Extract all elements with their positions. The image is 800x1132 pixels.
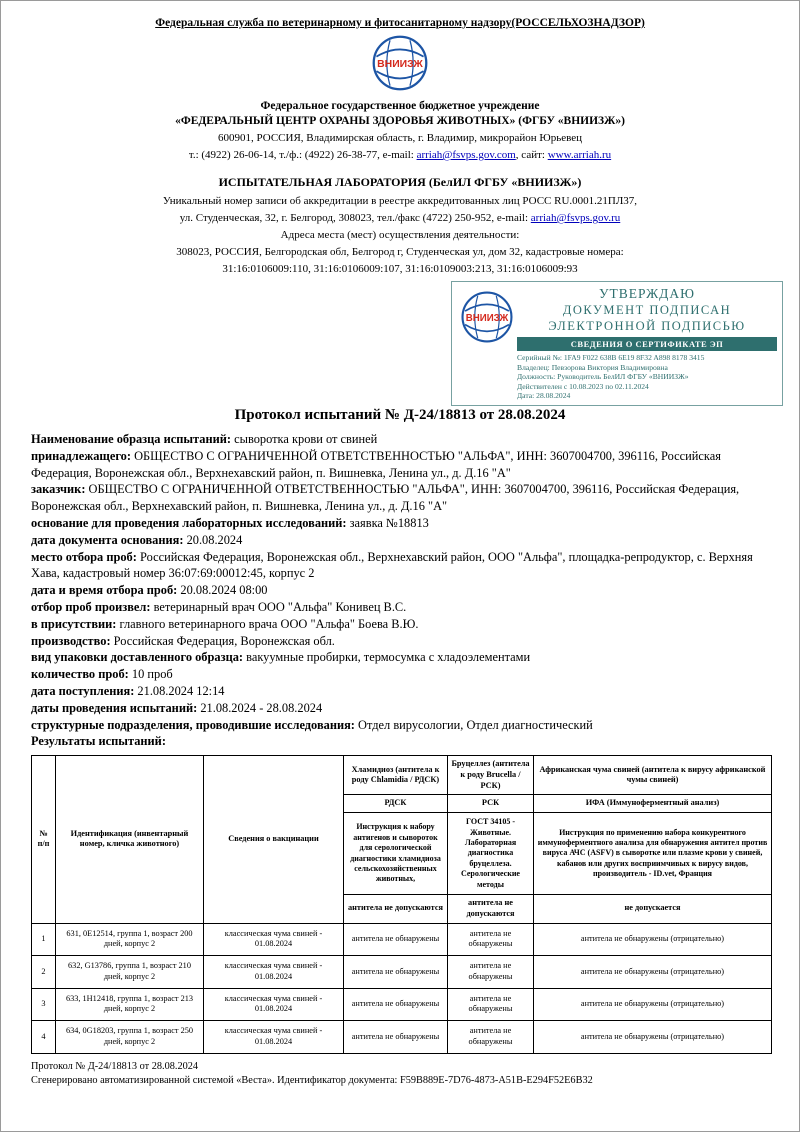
detail-line (31, 431, 769, 448)
detail-value: ветеринарный врач ООО "Альфа" Конивец В.С. (150, 599, 407, 614)
stamp-valid: Действителен с 10.08.2023 по 02.11.2024 (517, 381, 649, 391)
org-address: 600901, РОССИЯ, Владимирская область, г. Владимир, микрорайон Юрьевец (218, 132, 582, 144)
org-email-link[interactable]: arriah@fsvps.gov.com (416, 149, 516, 161)
detail-line (31, 666, 769, 683)
detail-value: 20.08.2024 (183, 532, 243, 547)
test-norm-cell: антитела не допускаются (448, 895, 534, 924)
row-result-cell: антитела не обнаружены (344, 1021, 448, 1054)
table-row (32, 1021, 772, 1054)
test-reference-cell: Инструкция по применению набора конкурентного иммуноферментного анализа для обнаружения антител против вируса АЧС (ASFV) в сыворотке или плазме крови у свиней, кабанов или других восприимчивых к вирусу видов, производитель - ID.vet, Франция (534, 813, 772, 895)
detail-label: отбор проб произвел: (31, 599, 151, 614)
table-row (32, 923, 772, 956)
detail-label: место отбора проб: (31, 549, 137, 564)
stamp-date: Дата: 28.08.2024 (517, 391, 571, 401)
detail-line (31, 481, 769, 515)
detail-label: основание для проведения лабораторных исследований: (31, 515, 347, 530)
detail-label: Наименование образца испытаний: (31, 432, 232, 446)
detail-line (31, 700, 769, 717)
lab-places-label: Адреса места (мест) осуществления деятельности: (280, 229, 520, 241)
lab-places-line2: 31:16:0106009:110, 31:16:0106009:107, 31:16:0109003:213, 31:16:0106009:93 (222, 263, 578, 275)
row-vaccination-cell: классическая чума свиней - 01.08.2024 (204, 1021, 344, 1054)
detail-label: дата и время отбора проб: (31, 583, 178, 598)
detail-value: сыворотка крови от свиней (231, 432, 378, 446)
test-norm-cell: антитела не допускаются (344, 895, 448, 924)
detail-value: главного ветеринарного врача ООО "Альфа" Боева В.Ю. (116, 616, 419, 631)
lab-address-text: ул. Студенческая, 32, г. Белгород, 308023, тел./факс (4722) 250-952, e-mail: (179, 212, 531, 224)
agency-title: Федеральная служба по ветеринарному и фитосанитарному надзору(РОССЕЛЬХОЗНАДЗОР) (155, 17, 645, 29)
row-result-cell: антитела не обнаружены (отрицательно) (534, 956, 772, 989)
test-method-header: ИФА (Иммуноферментный анализ) (534, 795, 772, 813)
col-header-identification: Идентификация (инвентарный номер, кличка животного) (56, 756, 204, 923)
detail-value: ОБЩЕСТВО С ОГРАНИЧЕННОЙ ОТВЕТСТВЕННОСТЬЮ "АЛЬФА", ИНН: 3607004700, 396116, Российская Федерация, Воронежская обл., Верхнехавский район, п. Вишневка, Ленина ул., д. Д.16 "А" (31, 482, 740, 514)
stamp-position: Должность: Руководитель БелИЛ ФГБУ «ВНИИЗЖ» (517, 372, 689, 382)
detail-value: заявка №18813 (346, 515, 429, 530)
detail-line (31, 515, 769, 532)
detail-value: 20.08.2024 08:00 (177, 583, 268, 598)
row-vaccination-cell: классическая чума свиней - 01.08.2024 (204, 923, 344, 956)
detail-label: Результаты испытаний: (31, 734, 166, 749)
test-name-header: Хламидиоз (антитела к роду Chlamidia / РДСК) (344, 756, 448, 795)
test-norm-cell: не допускается (534, 895, 772, 924)
detail-value: ОБЩЕСТВО С ОГРАНИЧЕННОЙ ОТВЕТСТВЕННОСТЬЮ "АЛЬФА", ИНН: 3607004700, 396116, Российская Федерация, Воронежская обл., Верхнехавский район, п. Вишневка, Ленина ул., д. Д.16 "А" (31, 448, 721, 480)
svg-text:ВНИИЗЖ: ВНИИЗЖ (465, 312, 509, 324)
vniizh-globe-icon (460, 290, 514, 344)
signature-stamp (451, 281, 783, 406)
org-contacts-text: т.: (4922) 26-06-14, т./ф.: (4922) 26-38-77, e-mail: (188, 149, 417, 161)
test-reference-cell: Инструкция к набору антигенов и сывороток для серологической диагностики хламидиоза сельскохозяйственных животных, (344, 813, 448, 895)
org-contacts (31, 149, 769, 161)
row-result-cell: антитела не обнаружены (отрицательно) (534, 1021, 772, 1054)
detail-value: Российская Федерация, Воронежская обл. (110, 633, 335, 648)
detail-value: 10 проб (128, 667, 173, 682)
row-identification-cell: 633, 1Н12418, группа 1, возраст 213 дней, корпус 2 (56, 988, 204, 1021)
row-identification-cell: 634, 0G18203, группа 1, возраст 250 дней, корпус 2 (56, 1021, 204, 1054)
col-header-vaccination: Сведения о вакцинации (204, 756, 344, 923)
row-result-cell: антитела не обнаружены (344, 988, 448, 1021)
row-identification-cell: 631, 0Е12514, группа 1, возраст 200 дней, корпус 2 (56, 923, 204, 956)
stamp-approve: УТВЕРЖДАЮ (598, 286, 696, 301)
lab-address (31, 212, 769, 224)
detail-line (31, 448, 769, 482)
org-type: Федеральное государственное бюджетное учреждение (260, 100, 540, 112)
row-identification-cell: 632, G13786, группа 1, возраст 210 дней, корпус 2 (56, 956, 204, 989)
detail-label: дата поступления: (31, 683, 135, 698)
detail-label: количество проб: (31, 667, 129, 682)
row-result-cell: антитела не обнаружены (448, 988, 534, 1021)
detail-value: Российская Федерация, Воронежская обл., Верхнехавский район, ООО "Альфа", площадка-репродуктор, с. Верхняя Хава, кадастровый номер 36:07:69:00012:45, корпус 2 (31, 549, 753, 581)
row-number-cell: 1 (32, 923, 56, 956)
detail-line (31, 582, 769, 599)
row-result-cell: антитела не обнаружены (отрицательно) (534, 988, 772, 1021)
org-logo (31, 34, 769, 97)
detail-line (31, 633, 769, 650)
detail-line (31, 649, 769, 666)
org-name: «ФЕДЕРАЛЬНЫЙ ЦЕНТР ОХРАНЫ ЗДОРОВЬЯ ЖИВОТНЫХ» (ФГБУ «ВНИИЗЖ») (175, 115, 625, 127)
footer (31, 1060, 769, 1088)
col-header-num: № п/п (32, 756, 56, 923)
detail-line (31, 616, 769, 633)
detail-label: дата документа основания: (31, 532, 184, 547)
detail-value: вакуумные пробирки, термосумка с хладоэлементами (243, 650, 531, 665)
results-table (31, 755, 772, 1054)
detail-label: производство: (31, 633, 111, 648)
footer-protocol-number: Протокол № Д-24/18813 от 28.08.2024 (31, 1060, 199, 1072)
sample-details (31, 431, 769, 750)
stamp-body (517, 286, 777, 401)
row-result-cell: антитела не обнаружены (448, 1021, 534, 1054)
stamp-signed-line1: ДОКУМЕНТ ПОДПИСАН (562, 303, 732, 317)
svg-text:ВНИИЗЖ: ВНИИЗЖ (377, 59, 423, 71)
row-number-cell: 4 (32, 1021, 56, 1054)
detail-value: Отдел вирусологии, Отдел диагностический (354, 717, 593, 732)
detail-label: даты проведения испытаний: (31, 700, 198, 715)
stamp-owner: Владелец: Певзорова Виктория Владимировна (517, 362, 668, 372)
org-site-sep: , сайт: (515, 149, 548, 161)
stamp-row (31, 281, 769, 403)
stamp-cert-header: СВЕДЕНИЯ О СЕРТИФИКАТЕ ЭП (517, 337, 777, 351)
detail-label: структурные подразделения, проводившие исследования: (31, 717, 355, 732)
detail-line (31, 549, 769, 583)
test-name-header: Африканская чума свиней (антитела к вирусу африканской чумы свиней) (534, 756, 772, 795)
vniizh-globe-icon (371, 34, 429, 92)
row-result-cell: антитела не обнаружены (448, 956, 534, 989)
lab-places-line1: 308023, РОССИЯ, Белгородская обл, Белгород г, Студенческая ул, дом 32, кадастровые номера: (176, 246, 624, 258)
detail-line (31, 683, 769, 700)
row-number-cell: 3 (32, 988, 56, 1021)
detail-line (31, 532, 769, 549)
detail-label: принадлежащего: (31, 448, 132, 463)
test-method-header: РДСК (344, 795, 448, 813)
test-reference-cell: ГОСТ 34105 - Животные. Лабораторная диагностика бруцеллеза. Серологические методы (448, 813, 534, 895)
row-result-cell: антитела не обнаружены (448, 923, 534, 956)
row-result-cell: антитела не обнаружены (344, 956, 448, 989)
detail-line (31, 733, 769, 750)
org-site-link[interactable]: www.arriah.ru (547, 149, 612, 161)
detail-label: заказчик: (31, 482, 86, 497)
table-row (32, 956, 772, 989)
detail-line (31, 717, 769, 734)
stamp-details (517, 353, 777, 401)
row-result-cell: антитела не обнаружены (отрицательно) (534, 923, 772, 956)
stamp-logo (457, 286, 517, 401)
table-row (32, 988, 772, 1021)
document-title: Протокол испытаний № Д-24/18813 от 28.08.2024 (234, 407, 566, 423)
lab-title: ИСПЫТАТЕЛЬНАЯ ЛАБОРАТОРИЯ (БелИЛ ФГБУ «ВНИИЗЖ») (218, 175, 582, 189)
stamp-serial: Серийный №: 1FA9 F022 638B 6E19 8F32 A898 8178 3415 (517, 353, 705, 362)
stamp-signed-line2: ЭЛЕКТРОННОЙ ПОДПИСЬЮ (548, 319, 746, 333)
lab-email-link[interactable]: arriah@fsvps.gov.ru (530, 212, 621, 224)
lab-accreditation: Уникальный номер записи об аккредитации в реестре аккредитованных лиц РОСС RU.0001.21ПЛ37, (162, 195, 638, 207)
detail-value: 21.08.2024 12:14 (134, 683, 225, 698)
detail-label: в присутствии: (31, 616, 117, 631)
row-vaccination-cell: классическая чума свиней - 01.08.2024 (204, 956, 344, 989)
footer-generated-by: Сгенерировано автоматизированной системой «Веста». Идентификатор документа: F59B889E-7D76-4873-A51B-E294F52E6B32 (31, 1074, 593, 1086)
detail-value: 21.08.2024 - 28.08.2024 (197, 700, 323, 715)
row-vaccination-cell: классическая чума свиней - 01.08.2024 (204, 988, 344, 1021)
test-name-header: Бруцеллез (антитела к роду Brucella / РСК) (448, 756, 534, 795)
row-number-cell: 2 (32, 956, 56, 989)
test-method-header: РСК (448, 795, 534, 813)
detail-line (31, 599, 769, 616)
results-tbody (32, 756, 772, 1054)
row-result-cell: антитела не обнаружены (344, 923, 448, 956)
detail-label: вид упаковки доставленного образца: (31, 650, 244, 665)
